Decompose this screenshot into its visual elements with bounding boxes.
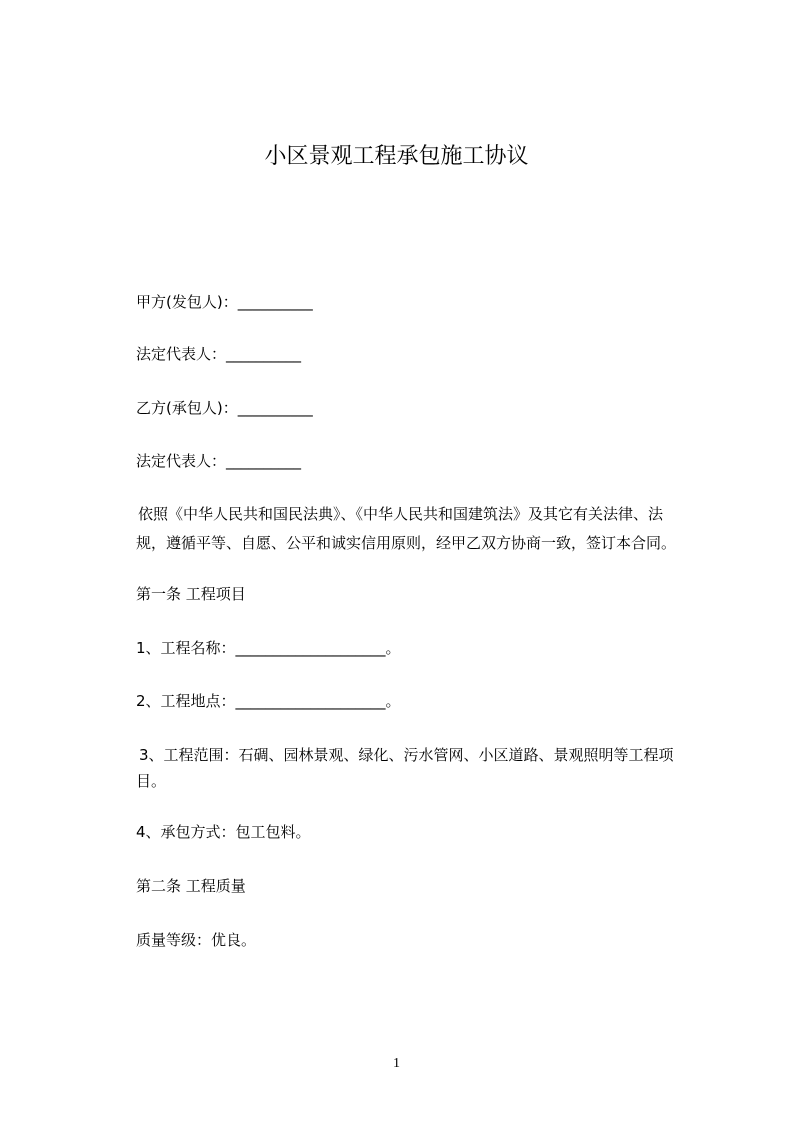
article-1-heading: 第一条 工程项目 [136, 585, 246, 603]
preamble-line-2: 规，遵循平等、自愿、公平和诚实信用原则，经甲乙双方协商一致，签订本合同。 [136, 534, 677, 552]
preamble-line-1: 依照《中华人民共和国民法典》、《中华人民共和国建筑法》及其它有关法律、法 [138, 505, 664, 523]
quality-grade-item: 质量等级：优良。 [136, 931, 257, 949]
party-b-field: 乙方(承包人)：__________ [136, 399, 313, 417]
party-b-representative-field: 法定代表人：__________ [136, 452, 302, 470]
project-name-item: 1、工程名称：____________________。 [136, 639, 401, 657]
article-2-heading: 第二条 工程质量 [136, 877, 246, 895]
contract-method-item: 4、承包方式：包工包料。 [136, 823, 311, 841]
project-location-item: 2、工程地点：____________________。 [136, 692, 401, 710]
party-a-field: 甲方(发包人)：__________ [136, 293, 313, 311]
document-title: 小区景观工程承包施工协议 [264, 144, 529, 169]
project-scope-line-1: 3、工程范围：石碉、园林景观、绿化、污水管网、小区道路、景观照明等工程项 [139, 746, 674, 764]
party-a-representative-field: 法定代表人：__________ [136, 345, 302, 363]
page-number: 1 [393, 1056, 400, 1071]
project-scope-line-2: 目。 [136, 772, 167, 790]
